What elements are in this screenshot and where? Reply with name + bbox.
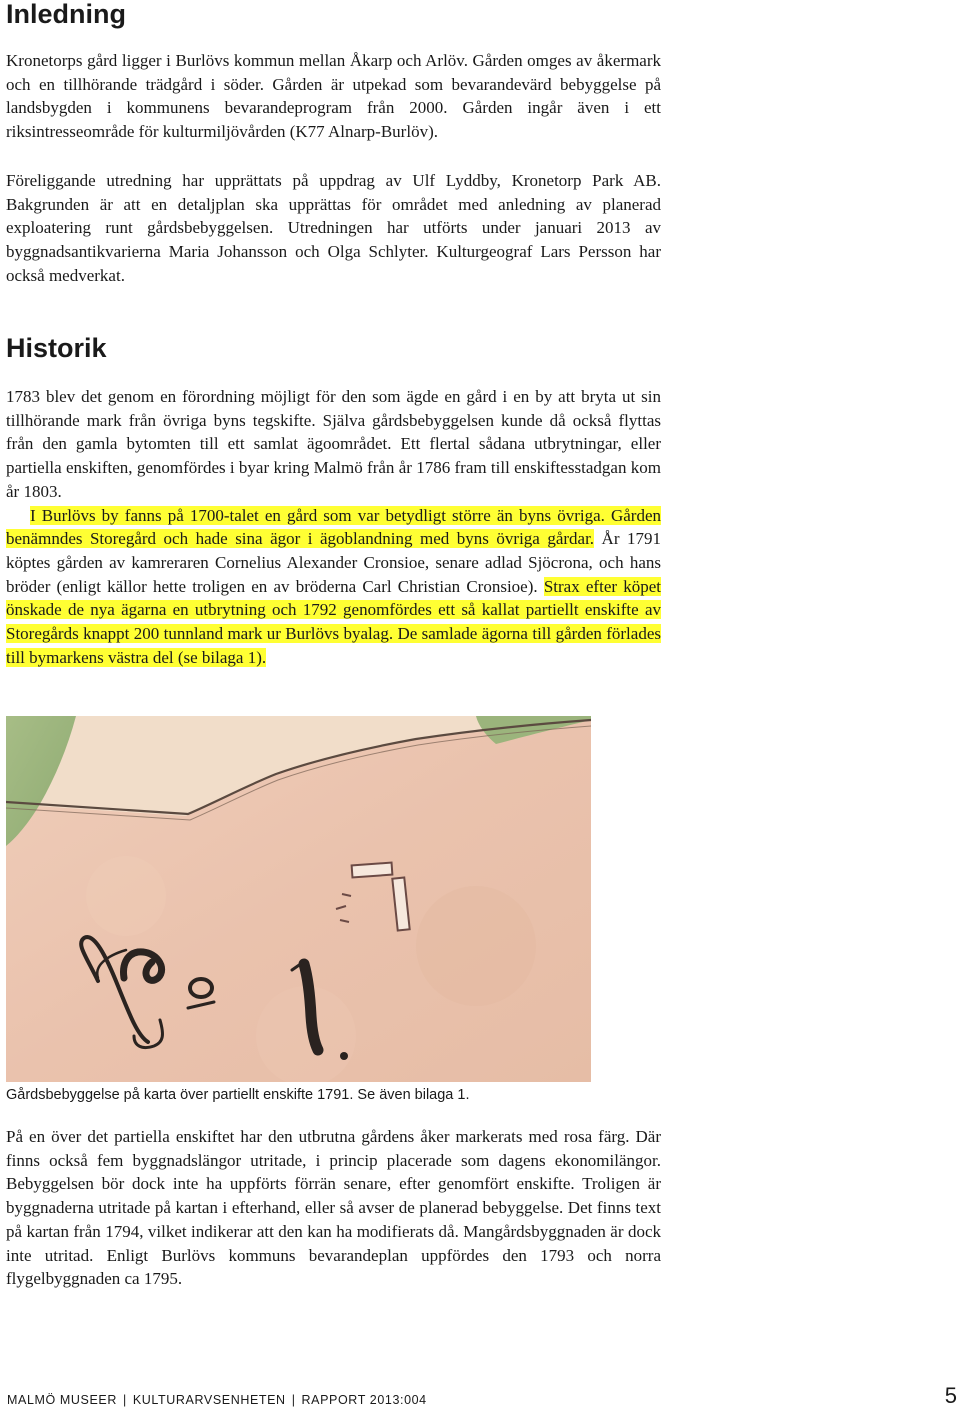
highlight-storegard: I Burlövs by fanns på 1700-talet en gård som var betydligt större än byns övriga. Gården benämndes Storegård och hade sina ägor i ägoblandning med byns övriga gårdar. — [6, 505, 661, 549]
historical-map-image — [6, 716, 591, 1082]
page-footer — [7, 1392, 427, 1408]
historik-indent — [6, 506, 30, 525]
footer-dept: KULTURARVSENHETEN — [132, 1393, 286, 1407]
footer-separator: | — [123, 1393, 127, 1407]
paragraph-historik — [6, 385, 661, 669]
paragraph-intro-location: Kronetorps gård ligger i Burlövs kommun mellan Åkarp och Arlöv. Gården omges av åkermark och en tillhörande trädgård i söder. Gården är utpekad som bevarandevärd bebyggelse på landsbygden i kommunens bevarandeprogram från 2000. Gården ingår även i ett riksintresseområde för kulturmiljövården (K77 Alnarp-Burlöv). — [6, 51, 661, 142]
footer-report: RAPPORT 2013:004 — [301, 1393, 427, 1407]
figure-caption: Gårdsbebyggelse på karta över partiellt enskifte 1791. Se även bilaga 1. — [6, 1087, 470, 1103]
page-number: 5 — [944, 1383, 957, 1408]
heading-inledning: Inledning — [6, 0, 126, 29]
highlight-utbrytning: Strax efter köpet önskade de nya ägarna en utbrytning och 1792 genomfördes ett så kallat partiellt enskifte av Storegårds knappt 200 tunnland mark ur Burlövs byalag. De samlade ägorna till gården förlades till bymarkens västra del (se bilaga 1). — [6, 576, 661, 667]
historik-text-cronsioe: År 1791 köptes gården av kamreraren Cornelius Alexander Cronsioe, senare adlad Sjöcrona, och hans bröder (enligt källor hette troligen en av bröderna Carl Christian Cronsioe). — [6, 529, 661, 596]
heading-historik: Historik — [6, 333, 107, 363]
paragraph-intro-commission: Föreliggande utredning har upprättats på uppdrag av Ulf Lyddby, Kronetorp Park AB. Bakgrunden är att en detaljplan ska upprättas för området med anledning av planerad exploatering runt gårdsbebyggelsen. Utredningen har utförts under januari 2013 av byggnadsantikvarierna Maria Johansson och Olga Schlyter. Kulturgeograf Lars Persson har också medverkat. — [6, 171, 661, 285]
footer-separator: | — [291, 1393, 296, 1407]
footer-org: MALMÖ MUSEER — [7, 1393, 117, 1407]
paragraph-map-description: På en över det partiella enskiftet har den utbrutna gårdens åker markerats med rosa färg. Där finns också fem byggnadslängor utritade, i princip placerade som dagens ekonomilängor. Bebyggelsen bör dock inte ha uppförts förrän senare, efter genomfört enskifte. Troligen är byggnaderna utritade på kartan i efterhand, eller så avser de planerad bebyggelse. Det finns text på kartan från 1794, vilket indikerar att den kan ha modifierats då. Mangårdsbyggnaden är dock inte utritad. Enligt Burlövs kommuns bevarandeplan uppfördes den 1793 och norra flygelbyggnaden ca 1795. — [6, 1127, 661, 1289]
historik-text-enskifte: 1783 blev det genom en förordning möjligt för den som ägde en gård i en by att bryta ut sin tillhörande mark från övriga byns tegskifte. Själva gårdsbebyggelsen kunde då också flyttas från den gamla bytomten till ett samlat ägoområdet. Ett flertal sådana utbrytningar, eller partiella enskiften, genomfördes i byar kring Malmö från år 1786 fram till enskiftesstadgan kom år 1803. — [6, 387, 661, 501]
